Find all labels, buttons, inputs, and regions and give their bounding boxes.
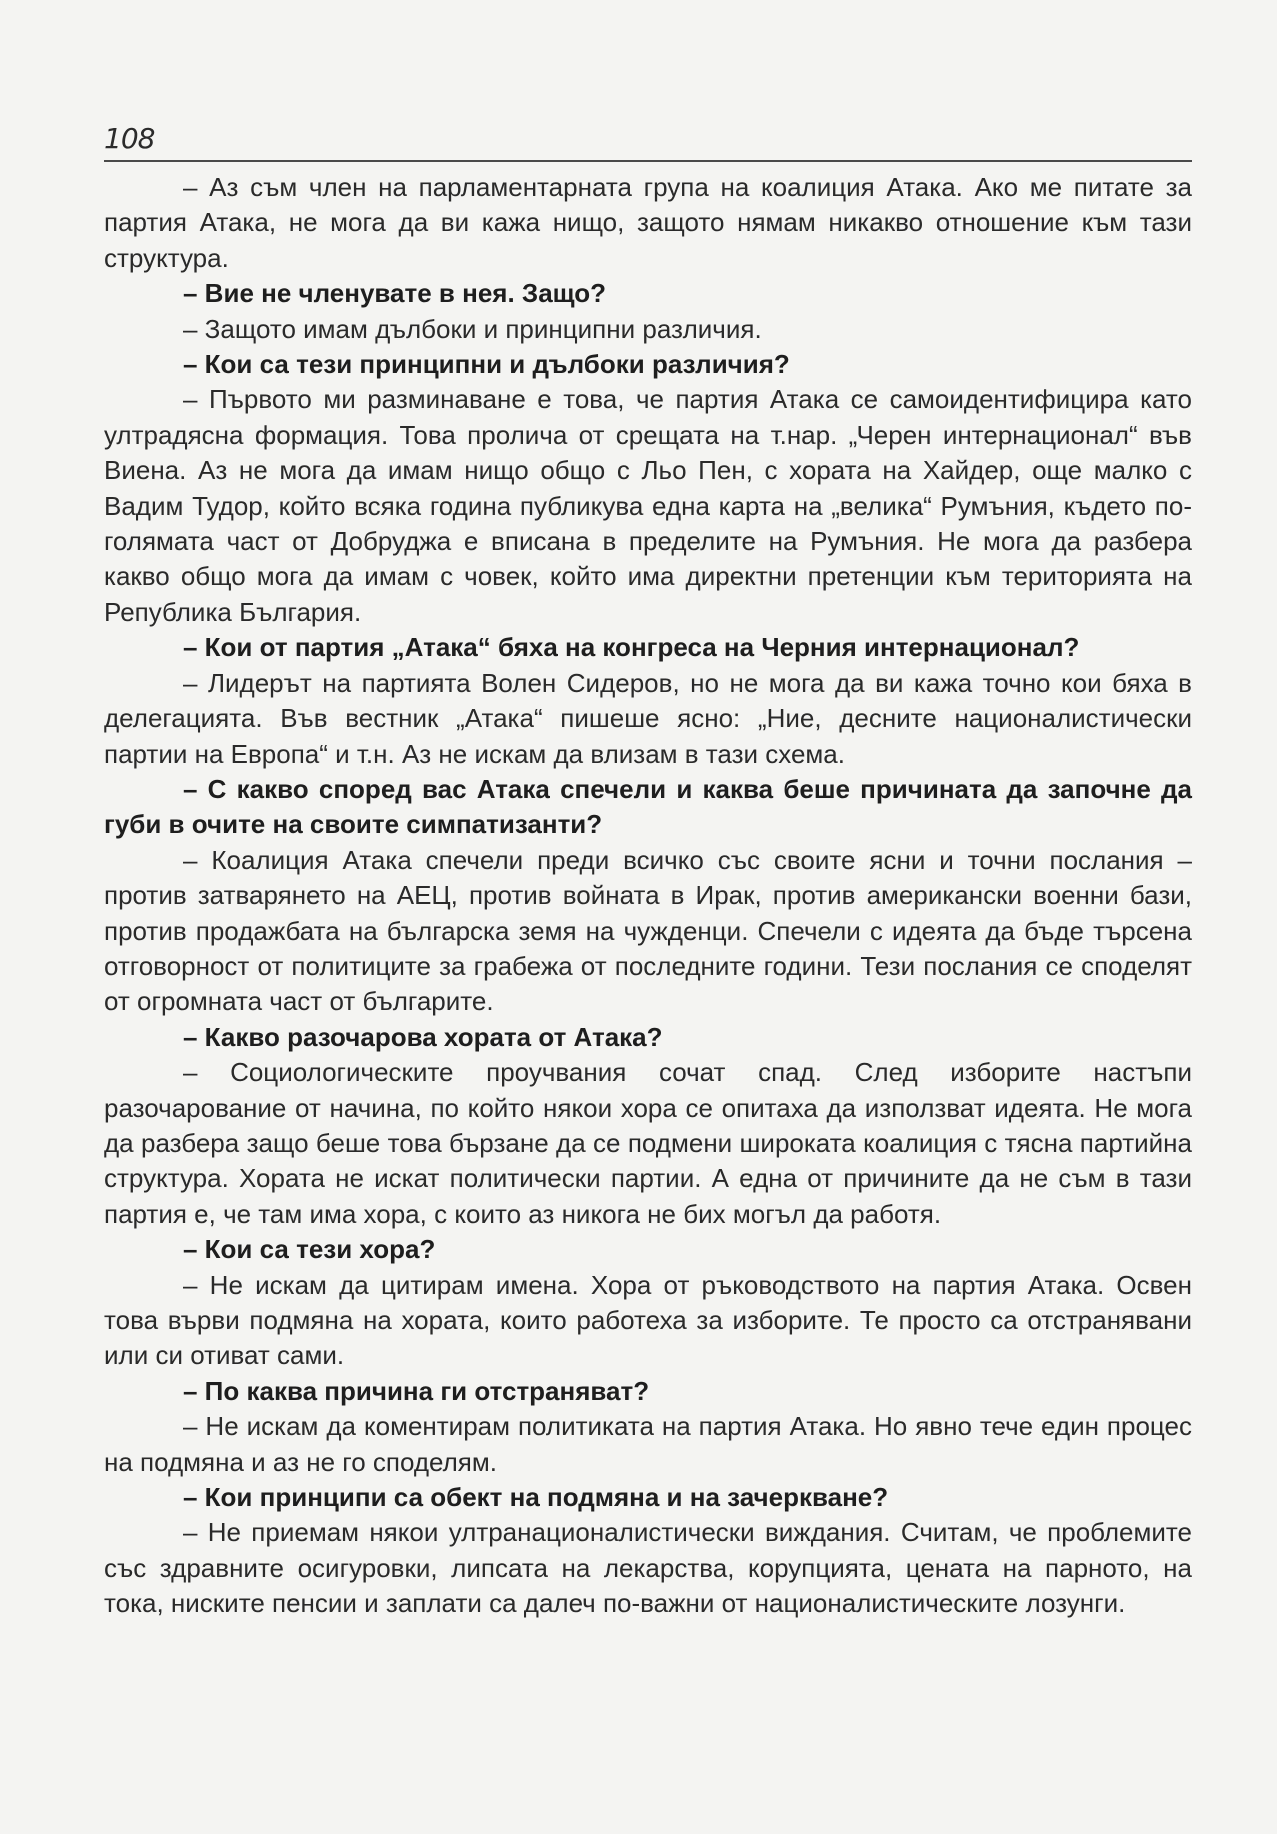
- question-paragraph: – Какво разочарова хората от Атака?: [183, 1021, 663, 1052]
- question-paragraph: – Кои принципи са обект на подмяна и на зачеркване?: [183, 1482, 889, 1513]
- answer-paragraph: – Лидерът на партията Волен Сидеров, но не мога да ви кажа точно кои бяха в делегацията. Във вестник „Атака“ пишеше ясно: „Ние, десните националистически партии на Европа“ и т.н. Аз не искам да влизам в тази схема.: [104, 667, 1192, 769]
- question-paragraph: – С какво според вас Атака спечели и каква беше причината да започне да губи в очите на своите симпатизанти?: [104, 773, 1192, 840]
- answer-paragraph: – Защото имам дълбоки и принципни различия.: [183, 313, 762, 344]
- page-number: 108: [104, 122, 155, 155]
- question-paragraph: – Кои са тези хора?: [183, 1234, 436, 1265]
- question-paragraph: – Вие не членувате в нея. Защо?: [183, 278, 607, 309]
- answer-paragraph: – Коалиция Атака спечели преди всичко със своите ясни и точни послания – против затварянето на АЕЦ, против войната в Ирак, против американски военни бази, против продажбата на българска земя на чужденци. Спечели с идеята да бъде търсена отговорност от политиците за грабежа от последните години. Тези послания се споделят от огромната част от българите.: [104, 844, 1192, 1017]
- answer-paragraph: – Аз съм член на парламентарната група на коалиция Атака. Ако ме питате за партия Атака, не мога да ви кажа нищо, защото нямам никакво отношение към тази структура.: [104, 172, 1192, 273]
- answer-paragraph: – Не приемам някои ултранационалистически виждания. Считам, че проблемите със здравните осигуровки, липсата на лекарства, корупцията, цената на парното, на тока, ниските пенсии и заплати са далеч по-важни от националистическите лозунги.: [104, 1517, 1192, 1619]
- answer-paragraph: – Социологическите проучвания сочат спад. След изборите настъпи разочарование от начина, по който някои хора се опитаха да използват идеята. Не мога да разбера защо беше това бързане да се подмени широката коалиция с тясна партийна структура. Хората не искат политически партии. А една от причините да не съм в тази партия е, че там има хора, с които аз никога не бих могъл да работя.: [104, 1057, 1192, 1229]
- answer-paragraph: – Първото ми разминаване е това, че партия Атака се самоидентифицира като ултрадясна формация. Това пролича от срещата на т.нар. „Черен интернационал“ във Виена. Аз не мога да имам нищо общо с Льо Пен, с хората на Хайдер, още малко с Вадим Тудор, който всяка година публикува една карта на „велика“ Румъния, където по-голямата част от Добруджа е вписана в пределите на Румъния. Не мога да разбера какво общо мога да имам с човек, който има директни претенции към територията на Република България.: [104, 384, 1192, 627]
- question-paragraph: – По каква причина ги отстраняват?: [183, 1375, 650, 1406]
- question-paragraph: – Кои са тези принципни и дълбоки различия?: [183, 349, 790, 380]
- answer-paragraph: – Не искам да цитирам имена. Хора от ръководството на партия Атака. Освен това върви подмяна на хората, които работеха за изборите. Те просто са отстранявани или си отиват сами.: [104, 1269, 1192, 1371]
- answer-paragraph: – Не искам да коментирам политиката на партия Атака. Но явно тече един процес на подмяна и аз не го споделям.: [104, 1411, 1192, 1477]
- interview-text: [104, 170, 1192, 1622]
- header-rule: [104, 160, 1192, 162]
- question-paragraph: – Кои от партия „Атака“ бяха на конгреса на Черния интернационал?: [183, 632, 1080, 663]
